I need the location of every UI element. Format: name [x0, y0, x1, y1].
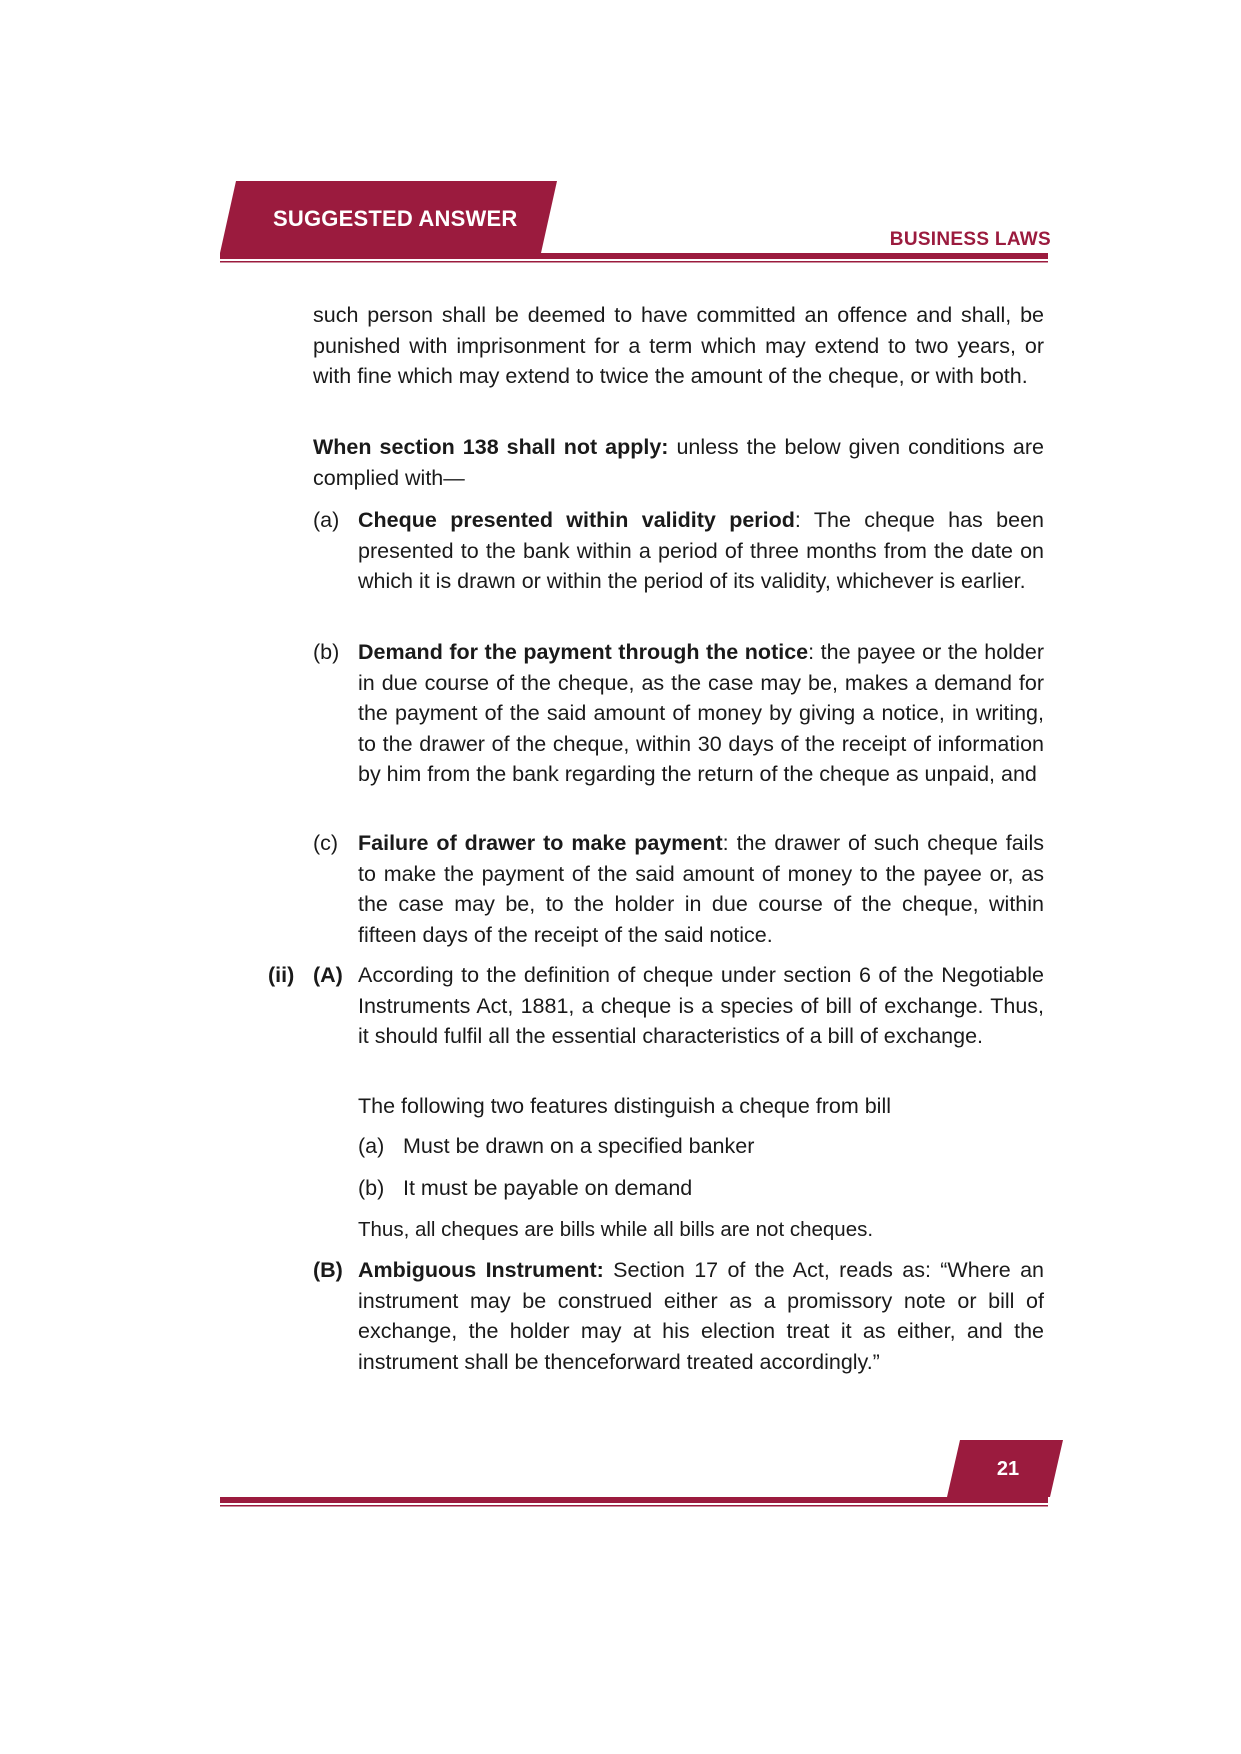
condition-b	[358, 637, 1044, 790]
part-ii-a-label: (A)	[313, 963, 343, 987]
footer-banner	[0, 1440, 1241, 1530]
part-ii-b-text: Section 17 of the Act, reads as: “Where an instrument may be construed either as a promissory note or bill of exchange, the holder may at his election treat it as either, and the instrument shall be thenceforward treated accordingly.”	[358, 1258, 1044, 1374]
conclusion: Thus, all cheques are bills while all bills are not cheques.	[358, 1218, 874, 1241]
header-rule-thin	[220, 261, 1048, 263]
condition-a-heading: Cheque presented within validity period	[358, 508, 795, 532]
not-apply-heading: When section 138 shall not apply:	[313, 435, 669, 459]
part-ii-b-label: (B)	[313, 1258, 343, 1282]
feature-b-text: It must be payable on demand	[403, 1176, 693, 1200]
not-apply-text: unless the below given conditions are complied with—	[313, 435, 1044, 490]
condition-b-heading: Demand for the payment through the notice	[358, 640, 809, 664]
condition-c	[358, 828, 1044, 950]
feature-b-label: (b)	[358, 1176, 385, 1200]
part-ii-a-text: According to the definition of cheque under section 6 of the Negotiable Instruments Act, 1881, a cheque is a species of bill of exchange. Thus, it should fulfil all the essential characteristics of a bill of exchange.	[358, 963, 1044, 1048]
feature-a-text: Must be drawn on a specified banker	[403, 1134, 755, 1158]
header-subject: BUSINESS LAWS	[889, 229, 1051, 250]
condition-b-text: : the payee or the holder in due course of the cheque, as the case may be, makes a demand for the payment of the said amount of money by giving a notice, in writing, to the drawer of the cheque, within 30 days of the receipt of information by him from the bank regarding the return of the cheque as unpaid, and	[358, 640, 1045, 786]
condition-b-label: (b)	[313, 640, 340, 664]
feature-a-label: (a)	[358, 1134, 385, 1158]
condition-a-label: (a)	[313, 508, 340, 532]
footer-rule-thin	[220, 1505, 1048, 1507]
footer-rule-thick	[220, 1497, 1048, 1503]
header-tab-label: SUGGESTED ANSWER	[273, 206, 518, 231]
intro-paragraph: such person shall be deemed to have committed an offence and shall, be punished with imprisonment for a term which may extend to two years, or with fine which may extend to twice the amount of the cheque, or with both.	[313, 303, 1044, 388]
condition-a	[358, 505, 1044, 597]
part-ii-b	[358, 1255, 1044, 1377]
part-ii-b-heading: Ambiguous Instrument:	[358, 1258, 604, 1282]
condition-c-label: (c)	[313, 831, 339, 855]
condition-c-heading: Failure of drawer to make payment	[358, 831, 723, 855]
condition-a-text: : The cheque has been presented to the bank within a period of three months from the date on which it is drawn or within the period of its validity, whichever is earlier.	[358, 508, 1044, 593]
condition-c-text: : the drawer of such cheque fails to make the payment of the said amount of money to the payee or, as the case may be, to the holder in due course of the cheque, within fifteen days of the receipt of the said notice.	[358, 831, 1044, 947]
part-ii-label: (ii)	[268, 963, 295, 987]
features-intro: The following two features distinguish a cheque from bill	[358, 1094, 892, 1118]
not-apply-paragraph	[313, 432, 1044, 493]
header-rule-thick	[220, 253, 1048, 259]
page-number: 21	[996, 1458, 1020, 1480]
header-banner	[0, 0, 1241, 270]
